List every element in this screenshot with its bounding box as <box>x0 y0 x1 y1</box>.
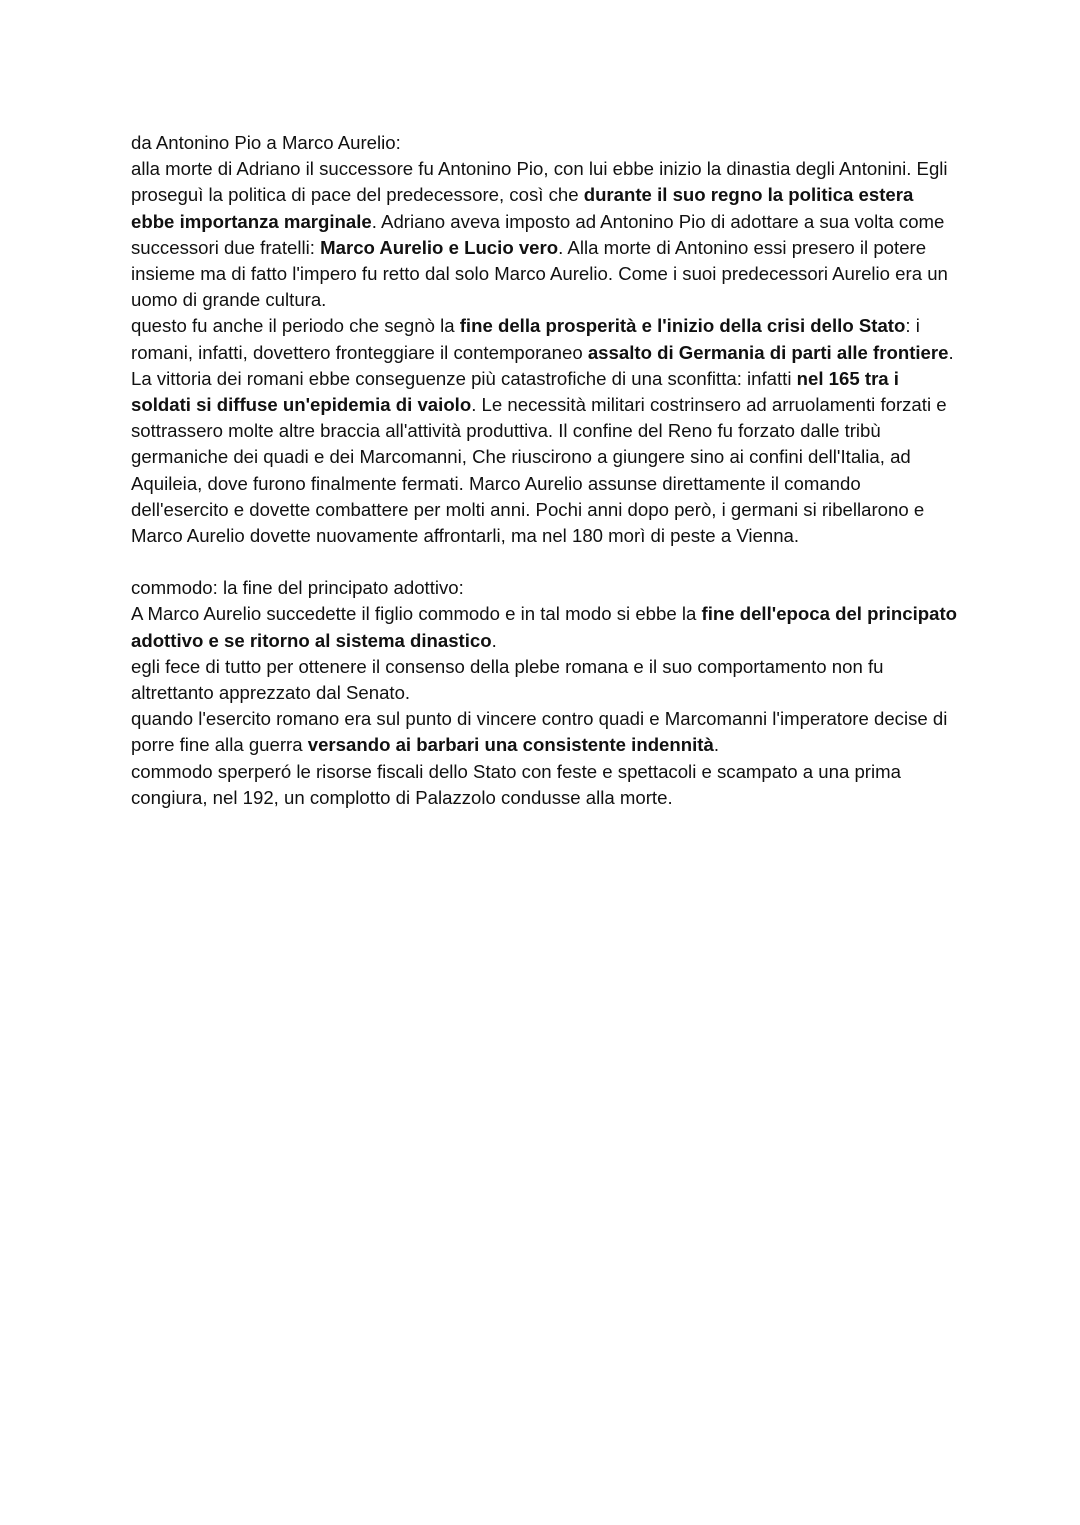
section-heading: commodo: la fine del principato adottivo: <box>131 577 464 599</box>
paragraph <box>131 759 961 811</box>
bold-text-run: nel 165 tra i soldati si diffuse un'epidemia di vaiolo <box>131 367 899 416</box>
text-run: A Marco Aurelio succedette il figlio commodo e in tal modo si ebbe la <box>131 603 702 625</box>
bold-text-run: versando ai barbari una consistente indennità <box>307 734 714 756</box>
bold-text-run: fine della prosperità e l'inizio della crisi dello Stato <box>459 315 906 337</box>
paragraph <box>131 313 961 549</box>
text-run: egli fece di tutto per ottenere il consenso della plebe romana e il suo comportamento non fu altrettanto apprezzato dal Senato. <box>131 655 884 704</box>
paragraph <box>131 601 961 653</box>
bold-text-run: Marco Aurelio e Lucio vero <box>320 236 559 258</box>
text-run: . La vittoria dei romani ebbe conseguenze più catastrofiche di una sconfitta: infatti <box>131 341 954 389</box>
text-run: . Adriano aveva imposto ad Antonino Pio di adottare a sua volta come successori due fratelli: <box>131 210 945 258</box>
section-commodo <box>131 575 961 811</box>
text-run: . <box>491 629 497 651</box>
paragraph <box>131 654 961 706</box>
paragraph <box>131 706 961 758</box>
bold-text-run: assalto di Germania di parti alle frontiere <box>587 341 949 363</box>
text-run: . <box>713 734 719 756</box>
text-run: commodo sperperó le risorse fiscali dello Stato con feste e spettacoli e scampato a una prima congiura, nel 192, un complotto di Palazzolo condusse alla morte. <box>131 760 901 808</box>
text-run: quando l'esercito romano era sul punto di vincere contro quadi e Marcomanni l'imperatore decise di porre fine alla guerra <box>131 708 948 756</box>
bold-text-run: fine dell'epoca del principato adottivo e se ritorno al sistema dinastico <box>131 603 957 651</box>
text-run: alla morte di Adriano il successore fu Antonino Pio, con lui ebbe inizio la dinastia degli Antonini. Egli proseguì la politica di pace del predecessore, così che <box>131 158 948 206</box>
text-run: . Le necessità militari costrinsero ad arruolamenti forzati e sottrassero molte altre braccia all'attività produttiva. Il confine del Reno fu forzato dalle tribù germaniche dei quadi e dei Marcomanni, Che riuscirono a giungere sino ai confini dell'Italia, ad Aquileia, dove furono finalmente fermati. Marco Aurelio assunse direttamente il comando dell'esercito e dovette combattere per molti anni. Pochi anni dopo però, i germani si ribellarono e Marco Aurelio dovette nuovamente affrontarli, ma nel 180 morì di peste a Vienna. <box>131 394 947 547</box>
bold-text-run: durante il suo regno la politica estera ebbe importanza marginale <box>131 184 914 232</box>
text-run: . Alla morte di Antonino essi presero il potere insieme ma di fatto l'impero fu retto dal solo Marco Aurelio. Come i suoi predecessori Aurelio era un uomo di grande cultura. <box>131 236 948 311</box>
text-run: questo fu anche il periodo che segnò la <box>131 315 460 337</box>
section-heading: da Antonino Pio a Marco Aurelio: <box>131 132 401 153</box>
document-page <box>131 130 961 811</box>
section-antonino-marco-aurelio <box>131 130 961 549</box>
paragraph <box>131 156 961 313</box>
text-run: : i romani, infatti, dovettero fronteggiare il contemporaneo <box>131 315 920 363</box>
